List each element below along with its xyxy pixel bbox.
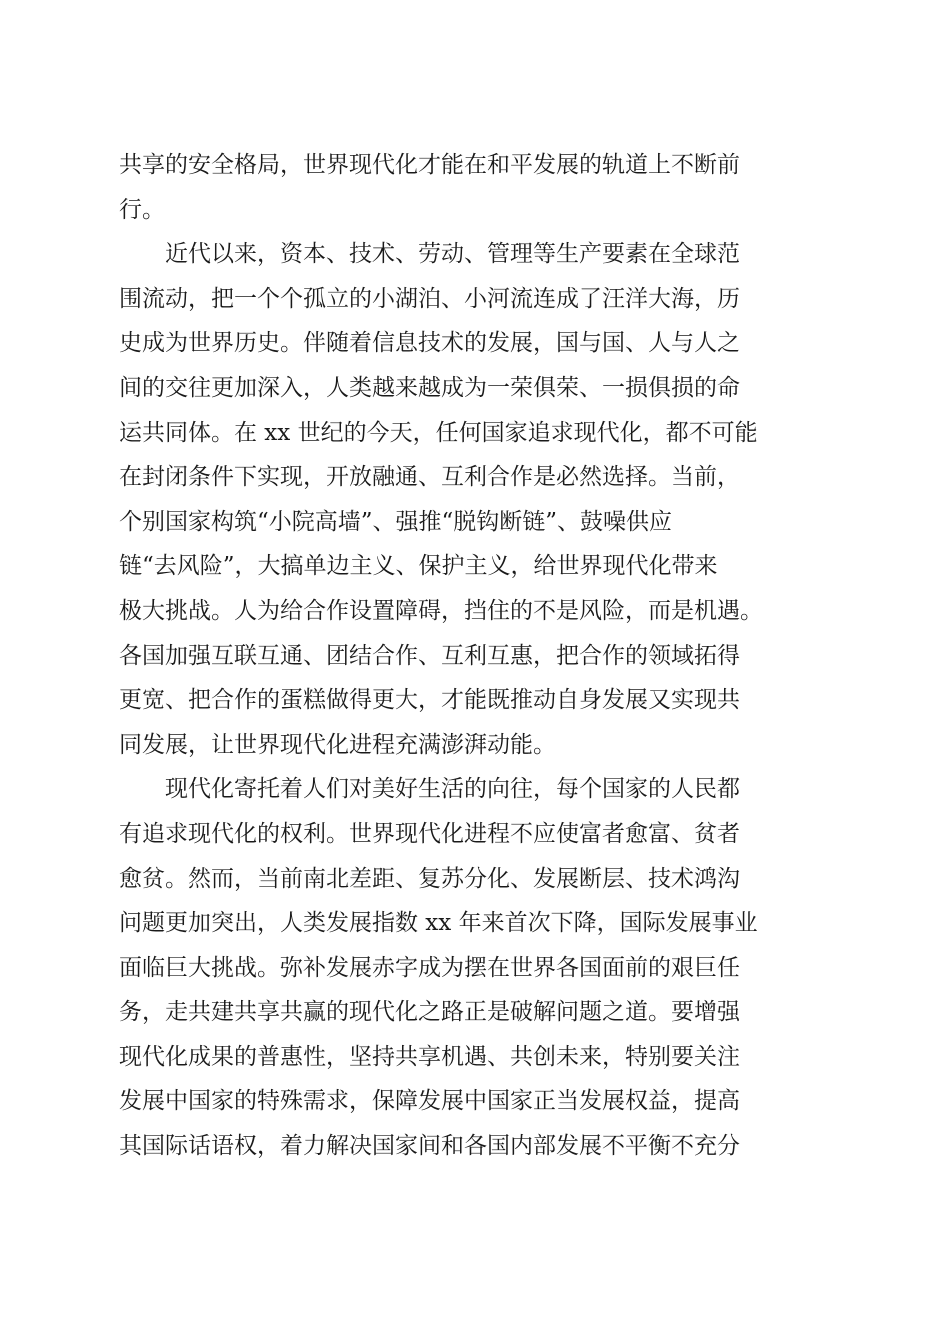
text-line: 务，走共建共享共赢的现代化之路正是破解问题之道。要增强: [119, 999, 740, 1026]
text-line: 有追求现代化的权利。世界现代化进程不应使富者愈富、贫者: [119, 820, 740, 847]
text-line: 现代化成果的普惠性，坚持共享机遇、共创未来，特别要关注: [119, 1043, 740, 1070]
text-line: 愈贫。然而，当前南北差距、复苏分化、发展断层、技术鸿沟: [119, 865, 740, 892]
paragraph-start-line: 近代以来，资本、技术、劳动、管理等生产要素在全球范: [165, 241, 740, 268]
text-line: 围流动，把一个个孤立的小湖泊、小河流连成了汪洋大海，历: [119, 285, 740, 312]
text-line: 发展中国家的特殊需求，保障发展中国家正当发展权益，提高: [119, 1088, 740, 1115]
text-line: 行。: [119, 196, 165, 223]
text-line: 同发展，让世界现代化进程充满澎湃动能。: [119, 731, 556, 758]
text-line: 在封闭条件下实现，开放融通、互利合作是必然选择。当前，: [119, 464, 740, 491]
paragraph-start-line: 现代化寄托着人们对美好生活的向往，每个国家的人民都: [165, 776, 740, 803]
text-line: 共享的安全格局，世界现代化才能在和平发展的轨道上不断前: [119, 152, 740, 178]
text-line: 面临巨大挑战。弥补发展赤字成为摆在世界各国面前的艰巨任: [119, 954, 740, 981]
text-line: 运共同体。在 xx 世纪的今天，任何国家追求现代化，都不可能: [119, 419, 758, 446]
body-text: [119, 143, 839, 1169]
text-line: 史成为世界历史。伴随着信息技术的发展，国与国、人与人之: [119, 330, 740, 357]
text-line: 链“去风险”，大搞单边主义、保护主义，给世界现代化带来: [119, 553, 718, 580]
text-line: 个别国家构筑“小院高墙”、强推“脱钩断链”、鼓噪供应: [119, 508, 673, 535]
text-line: 问题更加突出，人类发展指数 xx 年来首次下降，国际发展事业: [119, 910, 758, 937]
text-line: 其国际话语权，着力解决国家间和各国内部发展不平衡不充分: [119, 1133, 740, 1160]
text-line: 间的交往更加深入，人类越来越成为一荣俱荣、一损俱损的命: [119, 374, 740, 401]
text-line: 极大挑战。人为给合作设置障碍，挡住的不是风险，而是机遇。: [119, 597, 763, 624]
text-line: 更宽、把合作的蛋糕做得更大，才能既推动自身发展又实现共: [119, 687, 740, 714]
text-line: 各国加强互联互通、团结合作、互利互惠，把合作的领域拓得: [119, 642, 740, 669]
